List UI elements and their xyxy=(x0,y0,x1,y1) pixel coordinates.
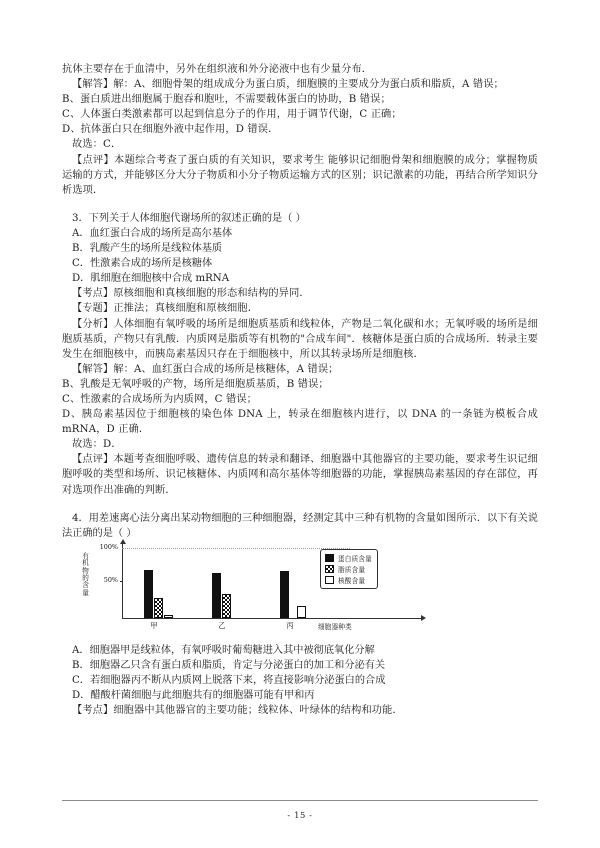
bar-yi-lipid xyxy=(222,594,231,618)
question-3-option-b[interactable] xyxy=(62,241,538,256)
y-axis-char-6: 量 xyxy=(82,588,89,597)
q4-option-a-text: 细胞器甲是线粒体，有氧呼吸时葡萄糖进入其中被彻底氧化分解 xyxy=(89,644,375,656)
option-a-text: 血红蛋白合成的场所是高尔基体 xyxy=(89,227,233,239)
chart-y-axis-line xyxy=(122,543,123,619)
y-tick-label-100: 100% xyxy=(99,542,118,551)
question-4-option-c[interactable] xyxy=(62,673,538,688)
legend-swatch-protein-icon xyxy=(325,554,334,562)
q4-option-a-label: A． xyxy=(72,644,90,656)
q4-option-b-label: B． xyxy=(72,659,90,671)
option-b-text: 乳酸产生的场所是线粒体基质 xyxy=(89,243,223,255)
spacer-q3-q4 xyxy=(62,498,538,511)
y-axis-char-2: 机 xyxy=(82,559,89,568)
option-d-label: D． xyxy=(72,273,91,285)
q2-answer-line-1: 【解答】解：A、细胞骨架的组成成分为蛋白质，细胞膜的主要成分为蛋白质和脂质，A 错误； xyxy=(72,79,504,91)
question-3-option-d[interactable] xyxy=(62,271,538,286)
question-4-option-a[interactable] xyxy=(62,643,538,658)
legend-swatch-nucleic-icon xyxy=(325,576,334,584)
q4-option-c-label: C． xyxy=(72,675,90,686)
chart-gridline-100 xyxy=(122,548,350,549)
q4-option-d-text: 醋酸杆菌细胞与此细胞共有的细胞器可能有甲和丙 xyxy=(90,690,315,702)
question-3-kaodian: 【考点】原核细胞和真核细胞的形态和结构的异同． xyxy=(72,288,310,300)
legend-item-protein xyxy=(325,553,372,563)
q2-answer-line-5: 故选：C． xyxy=(72,139,122,151)
legend-swatch-lipid-icon xyxy=(325,565,334,573)
question-3-answer-line-4: D、胰岛素基因位于细胞核的染色体 DNA 上，转录在细胞核内进行，以 DNA 的一条链为模板合成 mRNA，D 正确． xyxy=(62,409,538,436)
chart-plot-area xyxy=(122,547,422,631)
bar-bing-nucleic xyxy=(297,606,306,618)
question-3-stem: 3．下列关于人体细胞代谢场所的叙述正确的是（ ） xyxy=(72,212,306,224)
q2-continuation-block xyxy=(62,62,538,198)
q4-option-d-label: D． xyxy=(72,690,91,702)
x-category-yi: 乙 xyxy=(218,620,226,630)
question-4-stem: 4．用差速离心法分离出某动物细胞的三种细胞器，经测定其中三种有机物的含量如图所示．以下有关说法正确的是（ ） xyxy=(62,512,538,539)
option-c-label: C． xyxy=(72,258,90,270)
question-3-answer-line-5: 故选：D． xyxy=(72,439,122,451)
chart-y-axis-title xyxy=(80,553,91,597)
legend-item-nucleic xyxy=(325,575,372,585)
y-axis-char-3: 物 xyxy=(82,566,89,575)
spacer-q2-q3 xyxy=(62,198,538,211)
y-axis-char-4: 的 xyxy=(82,574,89,583)
q2-answer-line-3: C、人体蛋白类激素都可以起到信息分子的作用，用于调节代谢，C 正确； xyxy=(62,109,402,121)
question-3-zhuanti: 【专题】正推法；真核细胞和原核细胞． xyxy=(72,303,259,315)
question-4-option-b[interactable] xyxy=(62,658,538,673)
question-4-kaodian: 【考点】细胞器中其他器官的主要功能；线粒体、叶绿体的结构和功能． xyxy=(72,705,403,717)
page-number: - 15 - xyxy=(287,810,313,820)
q2-comment: 【点评】本题综合考查了蛋白质的有关知识，要求考生 能够识记细胞骨架和细胞膜的成分；掌握物质运输的方式，并能够区分大分子物质和小分子物质运输方式的区别；识记激素的功能，再结合所学知识分析选项． xyxy=(62,154,538,196)
question-3-answer-line-2: B、乳酸是无氧呼吸的产物，场所是细胞质基质，B 错误； xyxy=(62,378,329,390)
option-c-text: 性激素合成的场所是核糖体 xyxy=(89,258,213,270)
q2-answer-line-4: D、抗体蛋白只在细胞外液中起作用，D 错误． xyxy=(62,124,279,136)
option-a-label: A． xyxy=(72,227,90,239)
question-4-option-d[interactable] xyxy=(62,688,538,703)
question-3-fenxi: 【分析】人体细胞有氧呼吸的场所是细胞质基质和线粒体，产物是二氧化碳和水；无氧呼吸的场所是细胞质基质，产物只有乳酸．内质网是脂质等有机物的"合成车间"．核糖体是蛋白质的合成场所．转录主要发生在细胞核中，而胰岛素基因只存在于细胞核中，所以其转录场所是细胞核． xyxy=(62,318,538,360)
legend-label-nucleic: 核酸含量 xyxy=(338,576,366,585)
legend-item-lipid xyxy=(325,564,372,574)
question-3-answer-line-1: 【解答】解：A、血红蛋白合成的场所是核糖体，A 错误； xyxy=(72,363,339,375)
question-4-figure xyxy=(62,542,538,641)
y-axis-char-5: 含 xyxy=(82,581,89,590)
question-3-option-c[interactable] xyxy=(62,256,538,271)
legend-label-protein: 蛋白质含量 xyxy=(338,554,372,563)
footer-divider xyxy=(62,800,538,801)
organic-content-bar-chart xyxy=(80,542,440,641)
option-d-text: 肌细胞在细胞核中合成 mRNA xyxy=(90,273,230,285)
bar-bing-protein xyxy=(280,571,289,618)
bar-yi-protein xyxy=(212,573,221,618)
page-footer xyxy=(62,800,538,820)
legend-label-lipid: 脂质含量 xyxy=(338,565,366,574)
question-3-answer-line-3: C、性激素的合成场所为内质网，C 错误； xyxy=(62,393,258,405)
x-category-jia: 甲 xyxy=(150,620,158,630)
chart-legend xyxy=(320,549,378,589)
q2-answer-line-2: B、蛋白质进出细胞属于胞吞和胞吐，不需要载体蛋白的协助，B 错误； xyxy=(62,94,391,106)
q4-option-b-text: 细胞器乙只含有蛋白质和脂质，肯定与分泌蛋白的加工和分泌有关 xyxy=(89,659,386,671)
y-axis-char-1: 有 xyxy=(82,551,89,560)
chart-x-axis-line xyxy=(122,618,422,619)
x-category-bing: 丙 xyxy=(286,620,294,630)
chart-x-axis-title: 细胞器种类 xyxy=(318,622,352,631)
question-3-comment: 【点评】本题考查细胞呼吸、遗传信息的转录和翻译、细胞器中其他器官的主要功能，要求考生识记细胞呼吸的类型和场所、识记核糖体、内质网和高尔基体等细胞器的功能，掌握胰岛素基因的存在部位，再对选项作出准确的判断． xyxy=(62,454,538,496)
question-3-block xyxy=(62,211,538,498)
bar-jia-nucleic xyxy=(164,615,173,618)
question-4-block xyxy=(62,511,538,719)
q2-lead-line: 抗体主要存在于血清中，另外在组织液和外分泌液中也有少量分布． xyxy=(62,64,373,75)
question-3-option-a[interactable] xyxy=(62,226,538,241)
y-tick-label-50: 50% xyxy=(103,575,118,584)
option-b-label: B． xyxy=(72,243,90,255)
q4-option-c-text: 若细胞器丙不断从内质网上脱落下来，将直接影响分泌蛋白的合成 xyxy=(89,675,386,686)
bar-jia-lipid xyxy=(154,598,163,618)
bar-jia-protein xyxy=(144,570,153,618)
